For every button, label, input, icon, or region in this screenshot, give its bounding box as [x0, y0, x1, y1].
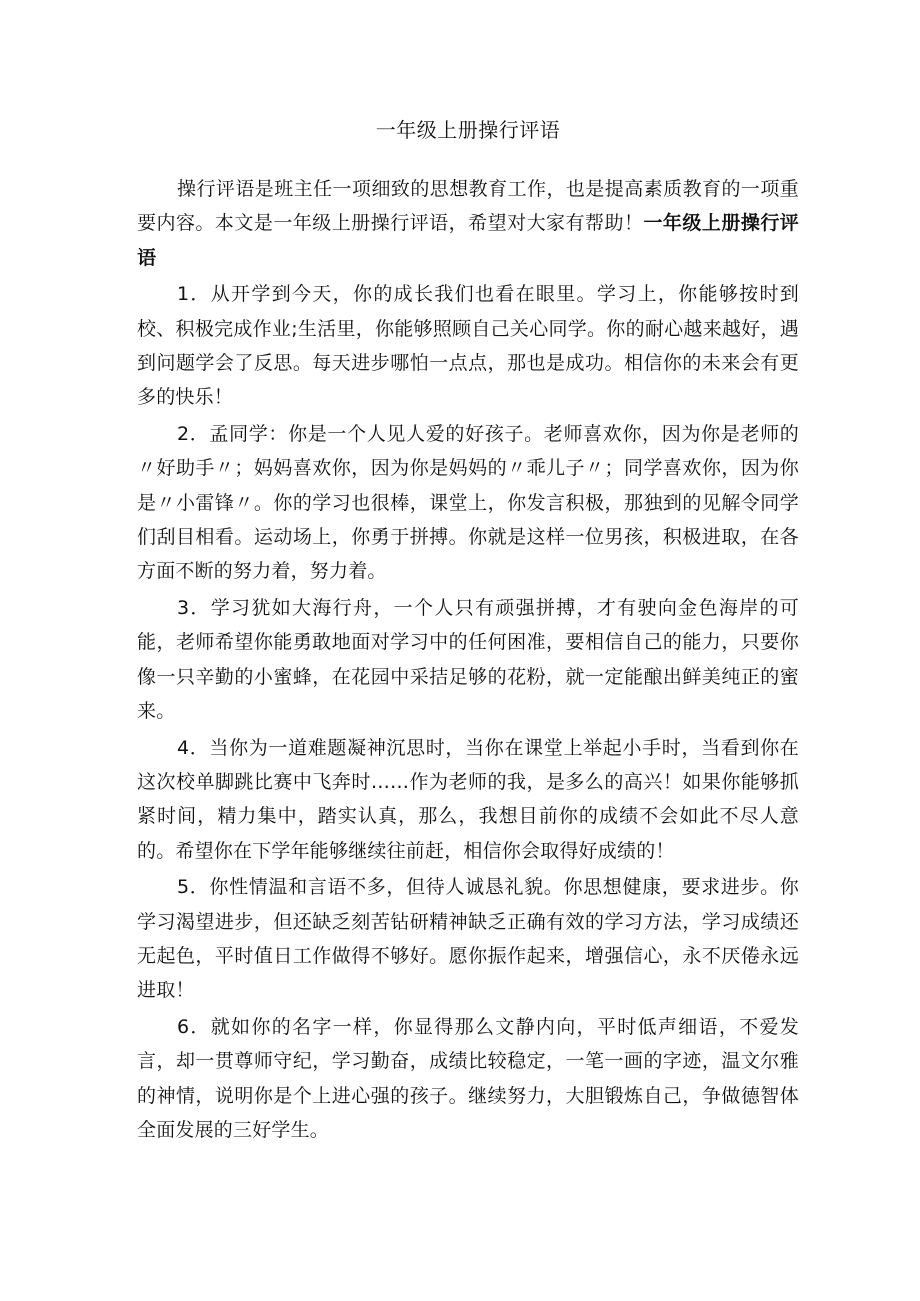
comment-item-3: 3．学习犹如大海行舟，一个人只有顽强拼搏，才有驶向金色海岸的可能，老师希望你能勇敢地面对学习中的任何困准，要相信自己的能力，只要你像一只辛勤的小蜜蜂，在花园中采拮足够的花粉，就一定能酿出鲜美纯正的蜜来。: [137, 596, 799, 723]
comment-item-6: 6．就如你的名字一样，你显得那么文静内向，平时低声细语，不爱发言，却一贯尊师守纪，学习勤奋，成绩比较稳定，一笔一画的字迹，温文尔雅的神情，说明你是个上进心强的孩子。继续努力，大胆锻炼自己，争做德智体全面发展的三好学生。: [137, 1015, 799, 1141]
document-page: [137, 112, 799, 1149]
intro-bold-heading: 一年级上册操行评语: [137, 212, 800, 269]
intro-paragraph: [137, 172, 799, 275]
comment-item-1: 1．从开学到今天，你的成长我们也看在眼里。学习上，你能够按时到校、积极完成作业;生活里，你能够照顾自己关心同学。你的耐心越来越好，遇到问题学会了反思。每天进步哪怕一点点，那也是成功。相信你的未来会有更多的快乐！: [137, 283, 799, 409]
comment-item-2: 2．孟同学：你是一个人见人爱的好孩子。老师喜欢你，因为你是老师的〃好助手〃；妈妈喜欢你，因为你是妈妈的〃乖儿子〃；同学喜欢你，因为你是〃小雷锋〃。你的学习也很棒，课堂上，你发言积极，那独到的见解令同学们刮目相看。运动场上，你勇于拼搏。你就是这样一位男孩，积极进取，在各方面不断的努力着，努力着。: [137, 422, 799, 583]
intro-text: 操行评语是班主任一项细致的思想教育工作，也是提高素质教育的一项重要内容。本文是一年级上册操行评语，希望对大家有帮助！: [137, 178, 799, 235]
comment-item-5: 5．你性情温和言语不多，但待人诚恳礼貌。你思想健康，要求进步。你学习渴望进步，但还缺乏刻苦钻研精神缺乏正确有效的学习方法，学习成绩还无起色，平时值日工作做得不够好。愿你振作起来，增强信心，永不厌倦永远进取！: [137, 876, 799, 1002]
document-title: 一年级上册操行评语: [375, 118, 561, 142]
comment-item-4: 4．当你为一道难题凝神沉思时，当你在课堂上举起小手时，当看到你在这次校单脚跳比赛中飞奔时……作为老师的我，是多么的高兴！如果你能够抓紧时间，精力集中，踏实认真，那么，我想目前你的成绩不会如此不尽人意的。希望你在下学年能够继续往前赶，相信你会取得好成绩的！: [137, 736, 799, 862]
